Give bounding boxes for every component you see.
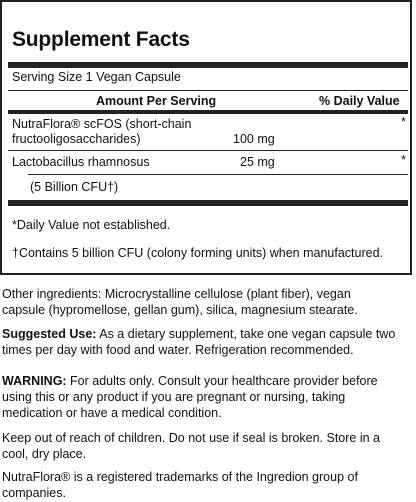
suggested-use [2, 326, 408, 358]
header-divider [8, 110, 408, 114]
trademark-line2: companies. [2, 486, 66, 500]
amount-per-serving-header: Amount Per Serving [96, 94, 217, 108]
storage-instructions [2, 430, 408, 462]
suggested-use-line1: As a dietary supplement, take one vegan capsule two [96, 327, 396, 341]
other-ingredients-line1: Other ingredients: Microcrystalline cellulose (plant fiber), vegan [2, 287, 351, 301]
daily-value-header: % Daily Value [319, 94, 400, 108]
row-lactobacillus-dv: * [401, 153, 406, 167]
other-ingredients [2, 286, 408, 318]
bottom-divider [8, 200, 408, 206]
storage-line2: cool, dry place. [2, 447, 87, 461]
footnote-cfu: †Contains 5 billion CFU (colony forming units) when manufactured. [12, 246, 384, 260]
row-divider-2 [28, 174, 408, 175]
warning-label: WARNING: [2, 374, 67, 388]
row-cfu-subrow: (5 Billion CFU†) [30, 180, 119, 194]
facts-title: Supplement Facts [12, 28, 190, 51]
suggested-use-label: Suggested Use: [2, 327, 97, 341]
trademark-line1: NutraFlora® is a registered trademarks of the Ingredion group of [2, 470, 358, 484]
row-nutraflora-dv: * [401, 115, 406, 129]
row-nutraflora-name-line2: fructooligosaccharides) [12, 132, 141, 146]
serving-size: Serving Size 1 Vegan Capsule [12, 70, 181, 84]
warning-line2: using this or any product if you are pregnant or nursing, taking [2, 390, 346, 404]
warning-line3: medication or have a medical condition. [2, 406, 222, 420]
row-nutraflora-name-line1: NutraFlora® scFOS (short-chain [12, 117, 192, 131]
warning-line1: For adults only. Consult your healthcare provider before [66, 374, 378, 388]
row-divider-1 [8, 150, 408, 151]
storage-line1: Keep out of reach of children. Do not use if seal is broken. Store in a [2, 431, 380, 445]
trademark-notice [2, 469, 408, 501]
row-lactobacillus-name: Lactobacillus rhamnosus [12, 155, 150, 169]
title-divider [8, 62, 408, 68]
other-ingredients-line2: capsule (hypromellose, gellan gum), silica, magnesium stearate. [2, 303, 358, 317]
serving-divider [8, 90, 408, 91]
row-nutraflora-amount: 100 mg [233, 132, 275, 146]
suggested-use-line2: times per day with food and water. Refrigeration recommended. [2, 343, 354, 357]
footnote-daily-value: *Daily Value not established. [12, 218, 171, 232]
warning [2, 373, 408, 421]
row-lactobacillus-amount: 25 mg [240, 155, 275, 169]
